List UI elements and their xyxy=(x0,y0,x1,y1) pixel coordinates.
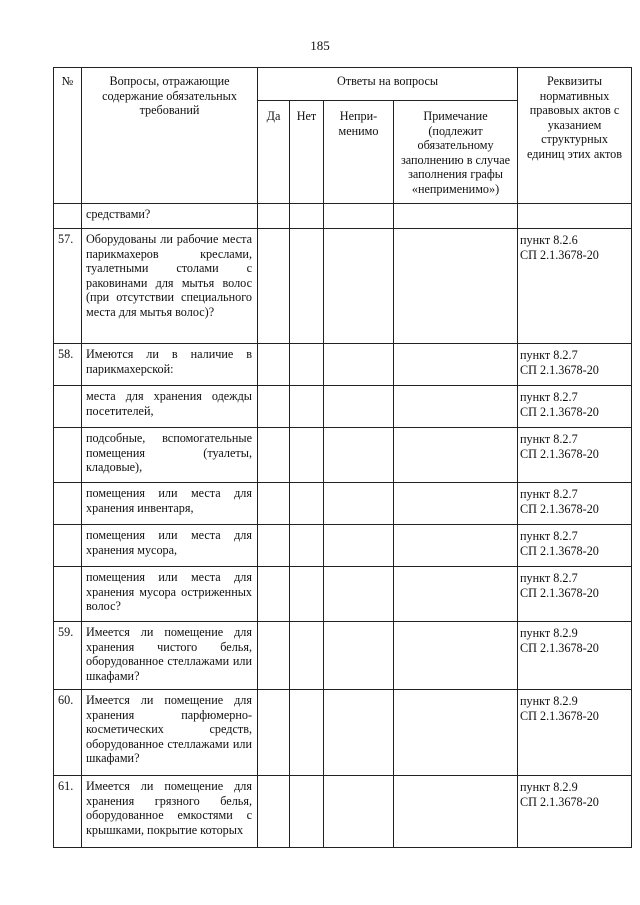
table-row xyxy=(54,525,632,567)
answer-no-cell[interactable] xyxy=(290,386,324,428)
table-row xyxy=(54,386,632,428)
question-text: Имеется ли помещение для хранения чистого белья, оборудованное стеллажами или шкафами? xyxy=(82,622,258,690)
question-text: помещения или места для хранения мусора остриженных волос? xyxy=(82,567,258,622)
requisite-item: пункт 8.2.7 xyxy=(520,487,578,501)
table-row xyxy=(54,483,632,525)
answer-no-cell[interactable] xyxy=(290,567,324,622)
requisites-cell xyxy=(518,204,632,229)
requisites-cell xyxy=(518,483,632,525)
row-number xyxy=(54,483,82,525)
answer-na-cell[interactable] xyxy=(324,776,394,848)
requisite-item: пункт 8.2.7 xyxy=(520,348,578,362)
header-no: Нет xyxy=(290,101,324,204)
note-cell[interactable] xyxy=(394,428,518,483)
requisite-item: пункт 8.2.9 xyxy=(520,626,578,640)
answer-na-cell[interactable] xyxy=(324,229,394,344)
requisite-act: СП 2.1.3678-20 xyxy=(520,708,599,723)
header-requisites: Реквизиты нормативных правовых актов с указанием структурных единиц этих актов xyxy=(518,68,632,204)
row-number xyxy=(54,204,82,229)
note-cell[interactable] xyxy=(394,229,518,344)
answer-na-cell[interactable] xyxy=(324,622,394,690)
requisite-act: СП 2.1.3678-20 xyxy=(520,640,599,655)
table-row xyxy=(54,344,632,386)
note-cell[interactable] xyxy=(394,386,518,428)
requisite-act: СП 2.1.3678-20 xyxy=(520,446,599,461)
requisite-item: пункт 8.2.7 xyxy=(520,390,578,404)
row-number xyxy=(54,386,82,428)
question-text: подсобные, вспомогательные помещения (туалеты, кладовые), xyxy=(82,428,258,483)
answer-na-cell[interactable] xyxy=(324,690,394,776)
requisites-cell xyxy=(518,386,632,428)
question-text: Имеются ли в наличие в парикмахерской: xyxy=(82,344,258,386)
table-row xyxy=(54,428,632,483)
answer-na-cell[interactable] xyxy=(324,386,394,428)
table-row xyxy=(54,229,632,344)
row-number xyxy=(54,567,82,622)
row-number: 58. xyxy=(54,344,82,386)
answer-na-cell[interactable] xyxy=(324,483,394,525)
answer-na-cell[interactable] xyxy=(324,567,394,622)
note-cell[interactable] xyxy=(394,690,518,776)
answer-yes-cell[interactable] xyxy=(258,525,290,567)
requisites-cell xyxy=(518,622,632,690)
answer-no-cell[interactable] xyxy=(290,690,324,776)
row-number: 57. xyxy=(54,229,82,344)
note-cell[interactable] xyxy=(394,776,518,848)
requisite-item: пункт 8.2.9 xyxy=(520,780,578,794)
answer-no-cell[interactable] xyxy=(290,344,324,386)
row-number: 61. xyxy=(54,776,82,848)
table-row xyxy=(54,622,632,690)
requisites-cell xyxy=(518,344,632,386)
answer-no-cell[interactable] xyxy=(290,776,324,848)
requisites-cell xyxy=(518,428,632,483)
row-number: 59. xyxy=(54,622,82,690)
note-cell[interactable] xyxy=(394,525,518,567)
answer-no-cell[interactable] xyxy=(290,622,324,690)
requisite-act: СП 2.1.3678-20 xyxy=(520,794,599,809)
header-questions: Вопросы, отражающие содержание обязательных требований xyxy=(82,68,258,204)
requisite-act: СП 2.1.3678-20 xyxy=(520,543,599,558)
answer-no-cell[interactable] xyxy=(290,229,324,344)
requisites-cell xyxy=(518,525,632,567)
answer-na-cell[interactable] xyxy=(324,204,394,229)
answer-yes-cell[interactable] xyxy=(258,428,290,483)
answer-yes-cell[interactable] xyxy=(258,622,290,690)
answer-no-cell[interactable] xyxy=(290,428,324,483)
question-text: средствами? xyxy=(82,204,258,229)
question-text: помещения или места для хранения инвентаря, xyxy=(82,483,258,525)
row-number xyxy=(54,525,82,567)
answer-yes-cell[interactable] xyxy=(258,690,290,776)
requisite-item: пункт 8.2.7 xyxy=(520,571,578,585)
page-number: 185 xyxy=(310,38,330,53)
question-text: Оборудованы ли рабочие места парикмахеров креслами, туалетными столами с раковинами для мытья волос (при отсутствии специального места для мытья волос)? xyxy=(82,229,258,344)
table-row xyxy=(54,776,632,848)
answer-yes-cell[interactable] xyxy=(258,567,290,622)
answer-yes-cell[interactable] xyxy=(258,229,290,344)
table-row xyxy=(54,567,632,622)
answer-yes-cell[interactable] xyxy=(258,344,290,386)
answer-no-cell[interactable] xyxy=(290,525,324,567)
requisite-item: пункт 8.2.7 xyxy=(520,529,578,543)
answer-na-cell[interactable] xyxy=(324,525,394,567)
answer-no-cell[interactable] xyxy=(290,483,324,525)
question-text: помещения или места для хранения мусора, xyxy=(82,525,258,567)
note-cell[interactable] xyxy=(394,344,518,386)
answer-yes-cell[interactable] xyxy=(258,483,290,525)
requisite-item: пункт 8.2.9 xyxy=(520,694,578,708)
requisite-act: СП 2.1.3678-20 xyxy=(520,404,599,419)
question-text: Имеется ли помещение для хранения парфюмерно-косметических средств, оборудованное стеллажами или шкафами? xyxy=(82,690,258,776)
answer-no-cell[interactable] xyxy=(290,204,324,229)
requisites-cell xyxy=(518,567,632,622)
requisite-act: СП 2.1.3678-20 xyxy=(520,247,599,262)
requisites-cell xyxy=(518,690,632,776)
header-num: № xyxy=(54,68,82,204)
answer-yes-cell[interactable] xyxy=(258,204,290,229)
row-number xyxy=(54,428,82,483)
requisites-cell xyxy=(518,229,632,344)
header-yes: Да xyxy=(258,101,290,204)
question-text: Имеется ли помещение для хранения грязного белья, оборудованное емкостями с крышками, покрытие которых xyxy=(82,776,258,848)
note-cell[interactable] xyxy=(394,622,518,690)
requisites-cell xyxy=(518,776,632,848)
requisite-act: СП 2.1.3678-20 xyxy=(520,501,599,516)
table-row xyxy=(54,204,632,229)
requisite-item: пункт 8.2.6 xyxy=(520,233,578,247)
requisite-act: СП 2.1.3678-20 xyxy=(520,362,599,377)
header-answers: Ответы на вопросы xyxy=(258,68,518,101)
requisite-act: СП 2.1.3678-20 xyxy=(520,585,599,600)
requisite-item: пункт 8.2.7 xyxy=(520,432,578,446)
checklist-table xyxy=(53,67,632,848)
answer-na-cell[interactable] xyxy=(324,428,394,483)
answer-na-cell[interactable] xyxy=(324,344,394,386)
row-number: 60. xyxy=(54,690,82,776)
note-cell[interactable] xyxy=(394,567,518,622)
header-not-applicable: Непри-менимо xyxy=(324,101,394,204)
note-cell[interactable] xyxy=(394,483,518,525)
header-note: Примечание (подлежит обязательному заполнению в случае заполнения графы «неприменимо») xyxy=(394,101,518,204)
table-row xyxy=(54,690,632,776)
answer-yes-cell[interactable] xyxy=(258,386,290,428)
note-cell[interactable] xyxy=(394,204,518,229)
question-text: места для хранения одежды посетителей, xyxy=(82,386,258,428)
answer-yes-cell[interactable] xyxy=(258,776,290,848)
